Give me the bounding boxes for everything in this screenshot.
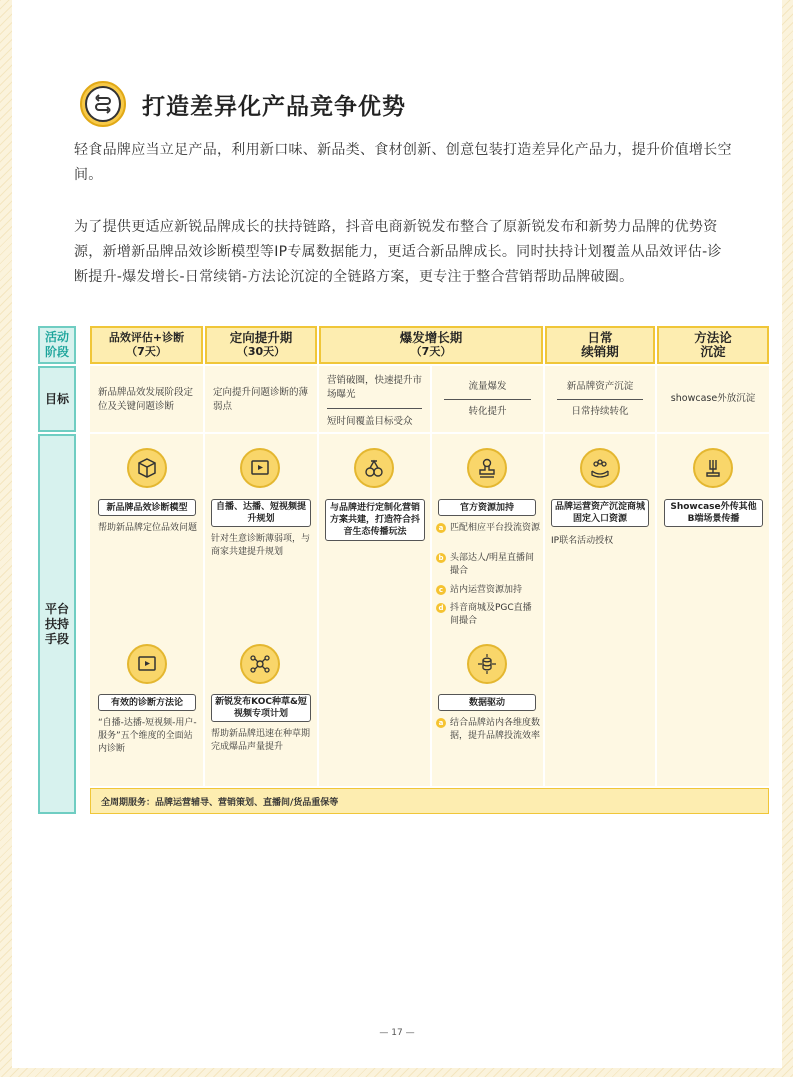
tag-livestream-plan: 自播、达播、短视频提升规划 [211,499,311,527]
goal-cell-2: 定向提升问题诊断的薄弱点 [205,366,317,432]
stage-header-2: 定向提升期 （30天） [205,326,317,364]
goal-cell-4: 流量爆发 转化提升 [432,366,543,432]
cube-icon [127,448,167,488]
desc-diagnosis-model: 帮助新品牌定位品效问题 [98,523,198,533]
tag-custom-marketing: 与品牌进行定制化营销方案共建，打造符合抖音生态传播玩法 [325,499,425,541]
stamp-icon [467,448,507,488]
stage-header-3: 爆发增长期 （7天） [319,326,543,364]
desc-livestream-plan: 针对生意诊断薄弱项，与商家共建提升规划 [211,534,311,557]
goal-cell-6: showcase外放沉淀 [657,366,769,432]
support-plan-table [38,326,769,814]
tag-data-driven: 数据驱动 [438,694,536,711]
list-item: d 抖音商城及PGC直播间撮合 [436,602,540,628]
play-screen-icon [240,448,280,488]
page-title: 打造差异化产品竞争优势 [142,93,406,120]
list-item: c 站内运营资源加持 [436,584,540,597]
goal-cell-1: 新品牌品效发展阶段定位及关键问题诊断 [90,366,203,432]
tag-official-resources: 官方资源加持 [438,499,536,516]
row-header-goal: 目标 [38,366,76,432]
hand-people-icon [580,448,620,488]
desc-koc-plan: 帮助新品牌迅速在种草期完成爆品声量提升 [211,729,311,752]
list-item: a 结合品牌站内各维度数据，提升品牌投流效率 [436,717,540,743]
list-item: a 匹配相应平台投流资源 [436,522,540,535]
tag-koc-plan: 新锐发布KOC种草&短视频专项计划 [211,694,311,722]
page-number: — 17 — [379,1028,415,1038]
database-nodes-icon [467,644,507,684]
swap-arrows-icon [80,81,126,127]
desc-diagnosis-method: “自播-达播-短视频-用户-服务”五个维度的全面站内诊断 [98,718,197,754]
network-nodes-icon [240,644,280,684]
section-heading [80,80,406,128]
page [12,0,782,1068]
row-header-support: 平台扶持手段 [38,434,76,814]
detail-paragraph: 为了提供更适应新锐品牌成长的扶持链路，抖音电商新锐发布整合了原新锐发布和新势力品牌的优势资源，新增新品牌品效诊断模型等IP专属数据能力，更适合新品牌成长。同时扶持计划覆盖从品效评估-诊断提升-爆发增长-日常续销-方法论沉淀的全链路方案，更专注于整合营销帮助品牌破圈。 [74,219,722,285]
stage-header-5: 方法论 沉淀 [657,326,769,364]
full-cycle-service-row: 全周期服务：品牌运营辅导、营销策划、直播间/货品重保等 [90,788,769,814]
row-header-stage: 活动阶段 [38,326,76,364]
list-item: b 头部达人/明星直播间撮合 [436,552,540,578]
people-share-icon [354,448,394,488]
tag-brand-assets: 品牌运营资产沉淀商城固定入口资源 [551,499,649,527]
stage-header-1: 品效评估+诊断 （7天） [90,326,203,364]
goal-cell-5: 新品牌资产沉淀 日常持续转化 [545,366,655,432]
desc-ip-licensing: IP联名活动授权 [551,536,614,546]
broadcast-tower-icon [693,448,733,488]
tag-diagnosis-model: 新品牌品效诊断模型 [98,499,196,516]
goal-cell-3: 营销破圈，快速提升市场曝光 短时间覆盖目标受众 [319,366,430,432]
tag-diagnosis-method: 有效的诊断方法论 [98,694,196,711]
tag-showcase: Showcase外传其他B端场景传播 [664,499,763,527]
intro-paragraph: 轻食品牌应当立足产品，利用新口味、新品类、食材创新、创意包装打造差异化产品力，提升价值增长空间。 [74,142,732,183]
play-screen-icon [127,644,167,684]
stage-header-4: 日常 续销期 [545,326,655,364]
